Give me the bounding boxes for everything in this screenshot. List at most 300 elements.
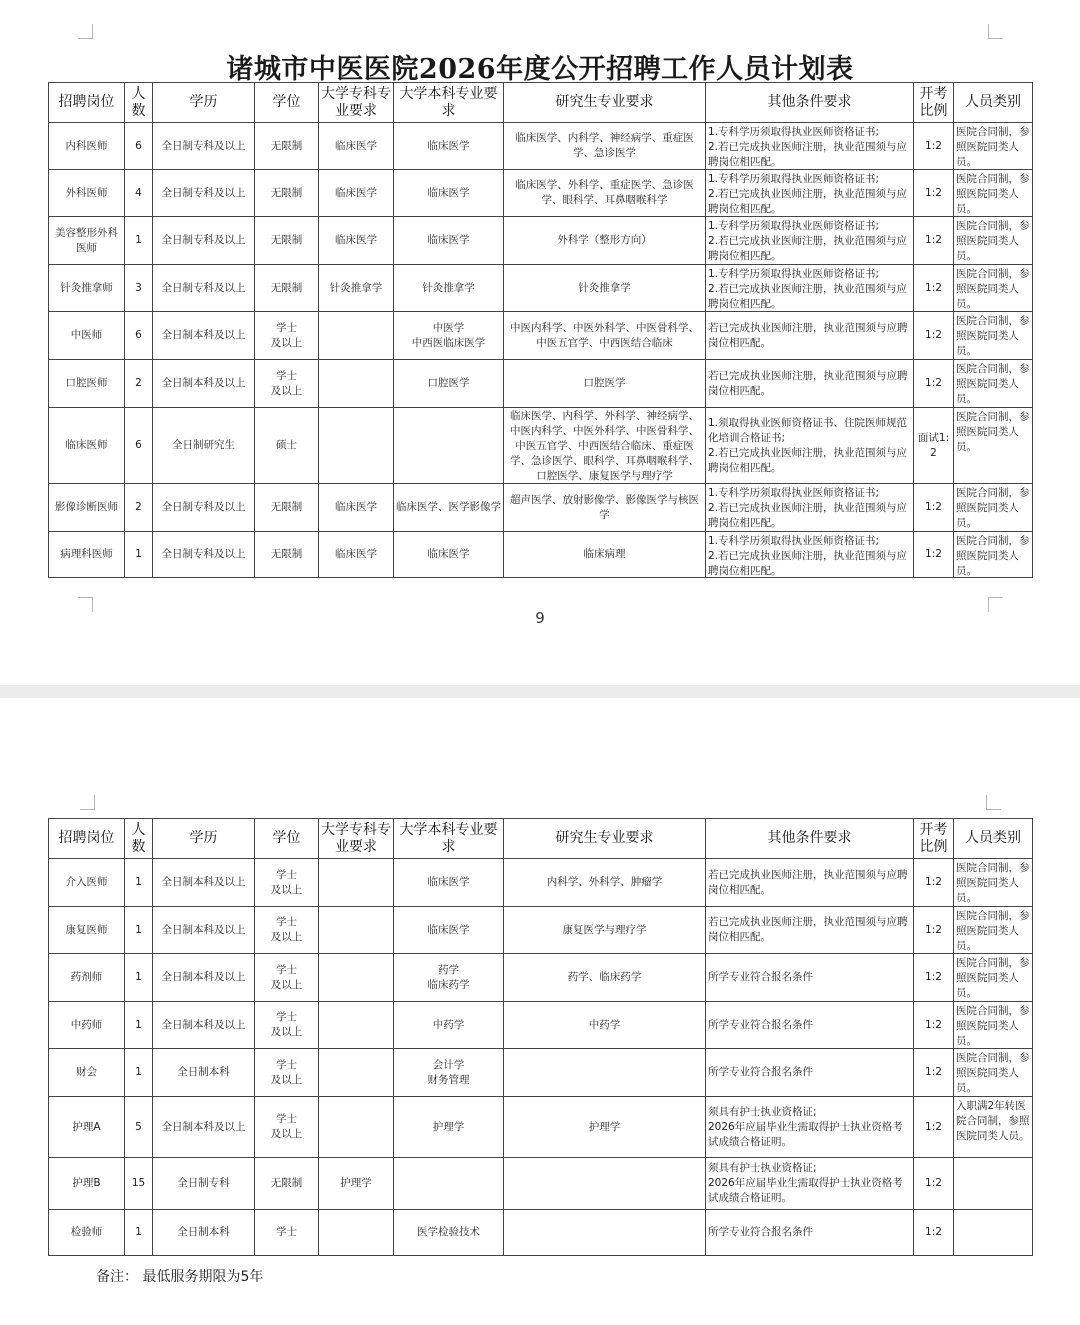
header-education: 学历: [153, 819, 255, 859]
junior-major-cell: [319, 265, 394, 312]
degree-text: 学士 及以上: [270, 1011, 303, 1038]
bachelor-major-text: 中医学 中西医临床医学: [411, 321, 486, 349]
bachelor-major-text: 临床医学: [427, 234, 470, 246]
exam-ratio-cell: [914, 217, 954, 265]
exam-ratio-text: 1:2: [925, 377, 942, 389]
count-cell: [125, 360, 153, 408]
degree-cell: [255, 954, 319, 1002]
exam-ratio-cell: [914, 859, 954, 907]
header-count: 人数: [125, 83, 153, 123]
bachelor-major-cell: [394, 170, 504, 217]
table-row: [49, 859, 1033, 907]
bachelor-major-cell: [394, 1158, 504, 1210]
education-text: 全日制本科及以上: [161, 876, 246, 888]
graduate-major-cell: [504, 1158, 706, 1210]
other-conditions-cell: [706, 1097, 914, 1158]
education-cell: [153, 1002, 255, 1049]
staff-category-cell: [954, 217, 1033, 265]
exam-ratio-text: 1:2: [925, 876, 942, 888]
staff-category-cell: [954, 312, 1033, 360]
education-text: 全日制本科及以上: [161, 1120, 246, 1133]
education-text: 全日制专科及以上: [161, 186, 246, 199]
degree-text: 学士 及以上: [270, 1058, 303, 1086]
other-conditions-text: 所学专业符合报名条件: [708, 1018, 813, 1031]
staff-category-cell: [954, 1049, 1033, 1097]
junior-major-text: 临床医学: [335, 234, 377, 246]
staff-category-text: 入职满2年转医院合同制，参照医院同类人员。: [956, 1100, 1030, 1142]
degree-text: 学士 及以上: [270, 1113, 303, 1140]
junior-major-cell: [319, 170, 394, 217]
post-text: 康复医师: [65, 923, 108, 936]
bachelor-major-text: 临床医学: [427, 923, 470, 936]
header-education: 学历: [153, 83, 255, 123]
post-text: 影像诊断医师: [55, 501, 118, 513]
count-cell: [125, 217, 153, 265]
post-text: 美容整形外科医师: [55, 226, 118, 254]
table-row: [49, 265, 1033, 312]
exam-ratio-cell: [914, 1158, 954, 1210]
graduate-major-text: 口腔医学: [583, 377, 626, 389]
bachelor-major-cell: [394, 532, 504, 578]
exam-ratio-text: 1:2: [925, 139, 942, 152]
exam-ratio-text: 1:2: [925, 186, 942, 199]
exam-ratio-cell: [914, 408, 954, 484]
count-cell: [125, 484, 153, 532]
other-conditions-text: 所学专业符合报名条件: [708, 1226, 813, 1238]
post-text: 财会: [76, 1066, 97, 1078]
header-staff-category: 人员类别: [954, 83, 1033, 123]
other-conditions-text: 须具有护士执业资格证; 2026年应届毕业生需取得护士执业资格考试成绩合格证明。: [708, 1105, 903, 1148]
header-graduate-major: 研究生专业要求: [504, 819, 706, 859]
staff-category-text: 医院合同制，参照医院同类人员。: [956, 363, 1030, 405]
other-conditions-text: 所学专业符合报名条件: [708, 971, 813, 983]
graduate-major-text: 临床医学、内科学、外科学、神经病学、中医内科学、中医外科学、中医骨科学、中医五官学、中西医结合临床、重症医学、急诊医学、眼科学、耳鼻咽喉科学、口腔医学、康复医学与理疗学: [510, 410, 699, 482]
staff-category-cell: [954, 360, 1033, 408]
exam-ratio-cell: [914, 907, 954, 954]
staff-category-cell: [954, 484, 1033, 532]
education-text: 全日制本科: [177, 1226, 230, 1238]
crop-mark: [80, 795, 95, 810]
bachelor-major-cell: [394, 1097, 504, 1158]
bachelor-major-cell: [394, 859, 504, 907]
exam-ratio-text: 1:2: [925, 329, 942, 341]
degree-cell: [255, 217, 319, 265]
junior-major-cell: [319, 907, 394, 954]
junior-major-text: 护理学: [340, 1177, 372, 1189]
exam-ratio-cell: [914, 265, 954, 312]
count-cell: [125, 859, 153, 907]
staff-category-cell: [954, 408, 1033, 484]
count-text: 4: [135, 186, 142, 199]
table-row: [49, 123, 1033, 170]
header-graduate-major: 研究生专业要求: [504, 83, 706, 123]
count-cell: [125, 1002, 153, 1049]
other-conditions-cell: [706, 1049, 914, 1097]
staff-category-text: 医院合同制，参照医院同类人员。: [956, 173, 1030, 215]
post-cell: [49, 1049, 125, 1097]
staff-category-text: 医院合同制，参照医院同类人员。: [956, 910, 1030, 952]
bachelor-major-text: 中药学: [432, 1018, 465, 1031]
degree-cell: [255, 484, 319, 532]
post-text: 临床医师: [65, 439, 108, 451]
junior-major-cell: [319, 217, 394, 265]
header-junior-major: 大学专科专业要求: [319, 819, 394, 859]
post-cell: [49, 360, 125, 408]
degree-text: 硕士: [276, 439, 297, 451]
exam-ratio-text: 1:2: [925, 1018, 942, 1031]
staff-category-cell: [954, 123, 1033, 170]
education-cell: [153, 265, 255, 312]
post-text: 护理A: [72, 1120, 101, 1133]
staff-category-text: 医院合同制，参照医院同类人员。: [956, 268, 1030, 310]
degree-cell: [255, 170, 319, 217]
table-header-row: [49, 83, 1033, 123]
bachelor-major-text: 针灸推拿学: [422, 281, 475, 294]
junior-major-cell: [319, 859, 394, 907]
bachelor-major-cell: [394, 312, 504, 360]
graduate-major-text: 超声医学、放射影像学、影像医学与核医学: [510, 493, 699, 521]
education-text: 全日制专科及以上: [161, 501, 246, 513]
exam-ratio-text: 1:2: [925, 1226, 942, 1238]
count-cell: [125, 532, 153, 578]
count-text: 1: [135, 923, 142, 936]
degree-cell: [255, 1158, 319, 1210]
bachelor-major-text: 口腔医学: [427, 377, 470, 389]
table-row: [49, 1210, 1033, 1256]
degree-text: 无限制: [270, 186, 303, 199]
graduate-major-cell: [504, 859, 706, 907]
bachelor-major-text: 护理学: [432, 1120, 465, 1133]
other-conditions-text: 所学专业符合报名条件: [708, 1066, 813, 1078]
degree-cell: [255, 1097, 319, 1158]
education-text: 全日制本科及以上: [161, 971, 246, 983]
other-conditions-cell: [706, 954, 914, 1002]
graduate-major-text: 护理学: [588, 1120, 621, 1133]
graduate-major-text: 药学、临床药学: [567, 971, 642, 983]
graduate-major-cell: [504, 170, 706, 217]
count-cell: [125, 123, 153, 170]
other-conditions-text: 1.专科学历须取得执业医师资格证书; 2.若已完成执业医师注册，执业范围须与应聘岗位相匹配。: [708, 125, 908, 168]
bachelor-major-text: 临床医学: [427, 139, 470, 152]
header-other-conditions: 其他条件要求: [706, 83, 914, 123]
education-text: 全日制专科及以上: [161, 548, 246, 560]
footnote: 备注： 最低服务期限为5年: [96, 1269, 264, 1285]
staff-category-cell: [954, 532, 1033, 578]
bachelor-major-cell: [394, 954, 504, 1002]
post-cell: [49, 408, 125, 484]
graduate-major-cell: [504, 1002, 706, 1049]
staff-category-text: 医院合同制，参照医院同类人员。: [956, 535, 1030, 576]
education-cell: [153, 859, 255, 907]
bachelor-major-cell: [394, 265, 504, 312]
junior-major-text: 针灸推拿学: [329, 281, 383, 294]
bachelor-major-text: 临床医学: [427, 876, 470, 888]
bachelor-major-cell: [394, 1002, 504, 1049]
graduate-major-cell: [504, 217, 706, 265]
degree-cell: [255, 1049, 319, 1097]
table-row: [49, 532, 1033, 578]
staff-category-cell: [954, 1158, 1033, 1210]
post-text: 口腔医师: [65, 377, 108, 389]
header-degree: 学位: [255, 83, 319, 123]
table-row: [49, 907, 1033, 954]
junior-major-text: 临床医学: [335, 186, 377, 199]
education-cell: [153, 408, 255, 484]
education-text: 全日制本科及以上: [161, 923, 246, 936]
degree-cell: [255, 532, 319, 578]
staff-category-text: 医院合同制，参照医院同类人员。: [956, 220, 1030, 262]
graduate-major-text: 内科学、外科学、肿瘤学: [546, 876, 663, 888]
staff-category-text: 医院合同制，参照医院同类人员。: [956, 862, 1030, 904]
other-conditions-text: 1.专科学历须取得执业医师资格证书; 2.若已完成执业医师注册，执业范围须与应聘岗位相匹配。: [708, 267, 908, 310]
education-text: 全日制专科及以上: [161, 281, 246, 294]
header-count: 人数: [125, 819, 153, 859]
header-bachelor-major: 大学本科专业要求: [394, 83, 504, 123]
count-text: 1: [135, 876, 142, 888]
degree-text: 无限制: [270, 281, 303, 294]
count-cell: [125, 170, 153, 217]
count-cell: [125, 1210, 153, 1256]
post-cell: [49, 1002, 125, 1049]
graduate-major-text: 外科学（整形方向）: [557, 234, 652, 246]
other-conditions-text: 若已完成执业医师注册，执业范围须与应聘岗位相匹配。: [708, 321, 908, 349]
graduate-major-cell: [504, 484, 706, 532]
other-conditions-cell: [706, 859, 914, 907]
other-conditions-cell: [706, 484, 914, 532]
post-text: 病理科医师: [60, 548, 113, 560]
degree-text: 无限制: [270, 139, 303, 152]
bachelor-major-cell: [394, 907, 504, 954]
other-conditions-text: 1.专科学历须取得执业医师资格证书; 2.若已完成执业医师注册，执业范围须与应聘岗位相匹配。: [708, 486, 908, 529]
table-row: [49, 170, 1033, 217]
staff-category-text: 医院合同制，参照医院同类人员。: [956, 1052, 1030, 1094]
post-text: 针灸推拿师: [60, 281, 113, 294]
post-cell: [49, 907, 125, 954]
education-cell: [153, 1097, 255, 1158]
degree-cell: [255, 360, 319, 408]
junior-major-cell: [319, 1158, 394, 1210]
header-junior-major: 大学专科专业要求: [319, 83, 394, 123]
degree-text: 学士 及以上: [270, 868, 303, 896]
post-cell: [49, 859, 125, 907]
education-text: 全日制专科及以上: [161, 139, 246, 152]
bachelor-major-cell: [394, 1049, 504, 1097]
post-text: 药剂师: [70, 971, 103, 983]
header-other-conditions: 其他条件要求: [706, 819, 914, 859]
count-text: 1: [135, 1018, 142, 1031]
exam-ratio-text: 1:2: [925, 234, 942, 246]
header-degree: 学位: [255, 819, 319, 859]
degree-cell: [255, 859, 319, 907]
degree-cell: [255, 265, 319, 312]
header-post: 招聘岗位: [49, 83, 125, 123]
table-row: [49, 360, 1033, 408]
bachelor-major-cell: [394, 1210, 504, 1256]
education-cell: [153, 532, 255, 578]
count-cell: [125, 408, 153, 484]
post-cell: [49, 1158, 125, 1210]
education-cell: [153, 123, 255, 170]
education-cell: [153, 954, 255, 1002]
other-conditions-cell: [706, 907, 914, 954]
post-text: 检验师: [70, 1226, 103, 1238]
exam-ratio-cell: [914, 1210, 954, 1256]
graduate-major-cell: [504, 1210, 706, 1256]
education-text: 全日制专科及以上: [161, 234, 246, 246]
post-cell: [49, 1210, 125, 1256]
count-text: 1: [135, 548, 142, 560]
graduate-major-cell: [504, 1097, 706, 1158]
bachelor-major-text: 临床医学: [427, 186, 470, 199]
graduate-major-cell: [504, 265, 706, 312]
junior-major-cell: [319, 408, 394, 484]
degree-text: 无限制: [270, 1177, 303, 1189]
education-cell: [153, 1158, 255, 1210]
exam-ratio-text: 1:2: [925, 501, 942, 513]
junior-major-cell: [319, 954, 394, 1002]
staff-category-cell: [954, 1210, 1033, 1256]
junior-major-cell: [319, 1097, 394, 1158]
junior-major-cell: [319, 360, 394, 408]
count-text: 1: [135, 1066, 142, 1078]
count-cell: [125, 954, 153, 1002]
post-cell: [49, 123, 125, 170]
header-staff-category: 人员类别: [954, 819, 1033, 859]
staff-category-cell: [954, 170, 1033, 217]
crop-mark: [986, 795, 1001, 810]
staff-category-text: 医院合同制，参照医院同类人员。: [956, 126, 1030, 168]
graduate-major-text: 中药学: [588, 1018, 621, 1031]
education-cell: [153, 484, 255, 532]
count-text: 5: [135, 1120, 142, 1133]
bachelor-major-cell: [394, 360, 504, 408]
degree-cell: [255, 408, 319, 484]
other-conditions-text: 若已完成执业医师注册，执业范围须与应聘岗位相匹配。: [708, 868, 908, 896]
degree-text: 学士 及以上: [270, 963, 303, 991]
other-conditions-text: 须具有护士执业资格证; 2026年应届毕业生需取得护士执业资格考试成绩合格证明。: [708, 1162, 903, 1204]
graduate-major-cell: [504, 312, 706, 360]
table-row: [49, 1049, 1033, 1097]
post-cell: [49, 170, 125, 217]
crop-mark: [78, 24, 93, 39]
recruitment-plan-table: [48, 818, 1033, 1256]
table-row: [49, 312, 1033, 360]
staff-category-cell: [954, 907, 1033, 954]
degree-text: 学士: [276, 1226, 297, 1238]
post-text: 介入医师: [65, 876, 108, 888]
graduate-major-text: 临床病理: [583, 548, 626, 560]
table-row: [49, 954, 1033, 1002]
document-page-2: [0, 698, 1080, 1325]
graduate-major-cell: [504, 408, 706, 484]
crop-mark: [988, 24, 1003, 39]
count-cell: [125, 1097, 153, 1158]
count-text: 2: [135, 377, 142, 389]
staff-category-text: 医院合同制，参照医院同类人员。: [956, 315, 1030, 357]
other-conditions-text: 若已完成执业医师注册，执业范围须与应聘岗位相匹配。: [708, 369, 908, 397]
post-cell: [49, 532, 125, 578]
exam-ratio-cell: [914, 170, 954, 217]
other-conditions-cell: [706, 1210, 914, 1256]
junior-major-cell: [319, 484, 394, 532]
bachelor-major-text: 临床医学: [427, 548, 470, 560]
count-cell: [125, 1158, 153, 1210]
staff-category-cell: [954, 1002, 1033, 1049]
junior-major-cell: [319, 532, 394, 578]
post-cell: [49, 484, 125, 532]
degree-cell: [255, 1210, 319, 1256]
count-text: 6: [135, 139, 142, 152]
other-conditions-text: 1.专科学历须取得执业医师资格证书; 2.若已完成执业医师注册，执业范围须与应聘岗位相匹配。: [708, 534, 908, 576]
count-text: 6: [135, 439, 142, 451]
other-conditions-cell: [706, 312, 914, 360]
junior-major-cell: [319, 1002, 394, 1049]
header-exam-ratio: 开考比例: [914, 819, 954, 859]
other-conditions-cell: [706, 532, 914, 578]
table-row: [49, 217, 1033, 265]
education-cell: [153, 1049, 255, 1097]
degree-text: 无限制: [270, 234, 303, 246]
recruitment-plan-table: [48, 82, 1033, 578]
bachelor-major-text: 药学 临床药学: [427, 963, 470, 991]
post-cell: [49, 217, 125, 265]
education-text: 全日制专科: [177, 1177, 230, 1189]
staff-category-text: 医院合同制，参照医院同类人员。: [956, 411, 1030, 453]
exam-ratio-text: 1:2: [925, 281, 942, 294]
other-conditions-cell: [706, 360, 914, 408]
graduate-major-text: 中医内科学、中医外科学、中医骨科学、中医五官学、中西医结合临床: [510, 321, 699, 349]
table-row: [49, 1002, 1033, 1049]
exam-ratio-text: 1:2: [925, 548, 942, 560]
bachelor-major-text: 医学检验技术: [417, 1226, 480, 1238]
post-text: 中医师: [70, 329, 103, 341]
post-text: 护理B: [72, 1177, 101, 1189]
post-text: 内科医师: [65, 139, 108, 152]
exam-ratio-cell: [914, 954, 954, 1002]
count-cell: [125, 312, 153, 360]
header-exam-ratio: 开考比例: [914, 83, 954, 123]
education-text: 全日制本科及以上: [161, 1018, 246, 1031]
table-row: [49, 408, 1033, 484]
exam-ratio-text: 面试1:2: [917, 431, 950, 459]
education-text: 全日制研究生: [172, 439, 235, 451]
junior-major-text: 临床医学: [335, 501, 377, 513]
exam-ratio-cell: [914, 1049, 954, 1097]
degree-cell: [255, 907, 319, 954]
other-conditions-text: 1.专科学历须取得执业医师资格证书; 2.若已完成执业医师注册，执业范围须与应聘岗位相匹配。: [708, 172, 908, 215]
post-cell: [49, 1097, 125, 1158]
graduate-major-text: 临床医学、内科学、神经病学、重症医学、急诊医学: [515, 132, 694, 159]
page-number: 9: [535, 609, 545, 627]
junior-major-text: 临床医学: [335, 139, 377, 152]
graduate-major-text: 临床医学、外科学、重症医学、急诊医学、眼科学、耳鼻咽喉科学: [515, 179, 694, 206]
staff-category-cell: [954, 859, 1033, 907]
education-cell: [153, 360, 255, 408]
graduate-major-text: 康复医学与理疗学: [562, 923, 647, 936]
bachelor-major-text: 会计学 财务管理: [427, 1058, 470, 1086]
bachelor-major-text: 临床医学、医学影像学: [396, 501, 501, 513]
staff-category-cell: [954, 1097, 1033, 1158]
exam-ratio-cell: [914, 360, 954, 408]
header-bachelor-major: 大学本科专业要求: [394, 819, 504, 859]
graduate-major-cell: [504, 360, 706, 408]
exam-ratio-text: 1:2: [925, 1066, 942, 1078]
education-text: 全日制本科: [177, 1066, 230, 1078]
count-text: 1: [135, 971, 142, 983]
exam-ratio-text: 1:2: [925, 1177, 942, 1189]
table-row: [49, 1097, 1033, 1158]
exam-ratio-cell: [914, 123, 954, 170]
